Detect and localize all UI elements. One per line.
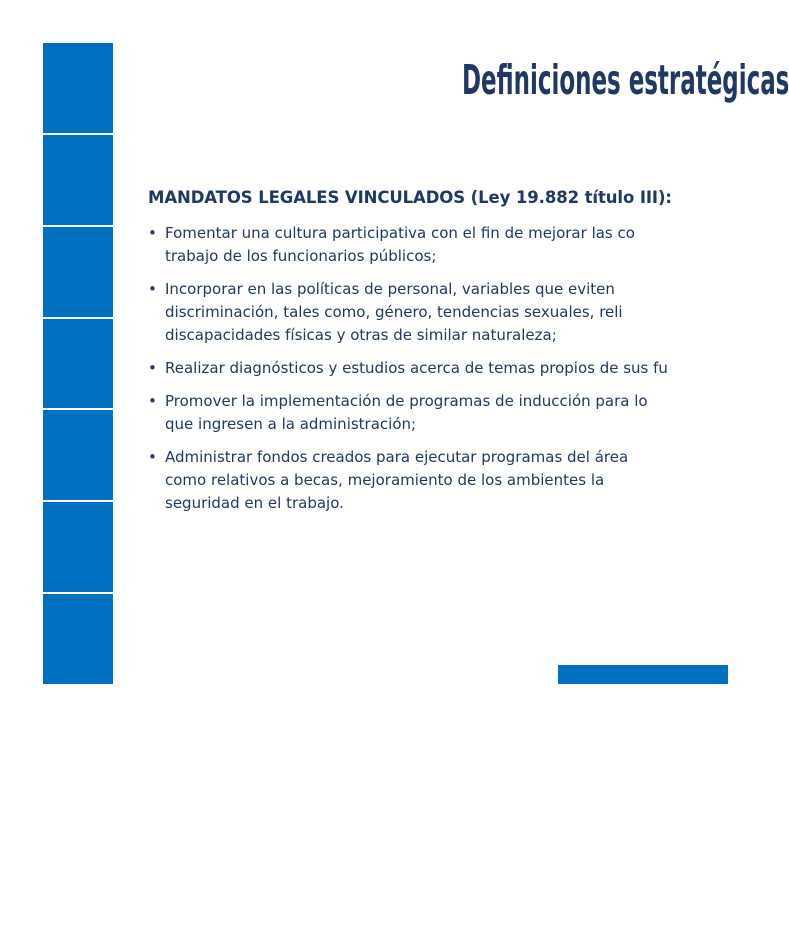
bullet-item: [148, 357, 788, 380]
bullet-line: discriminación, tales como, género, tendencias sexuales, reli: [165, 303, 623, 321]
bullet-line: Administrar fondos creados para ejecutar programas del área: [165, 448, 629, 466]
bullet-symbol: •: [148, 359, 157, 377]
bullet-symbol: •: [148, 280, 157, 298]
bullet-symbol: •: [148, 224, 157, 242]
bullet-item: [148, 446, 788, 515]
side-block: [43, 594, 113, 684]
bullet-line: Promover la implementación de programas de inducción para lo: [165, 392, 648, 410]
bullet-line: Fomentar una cultura participativa con el fin de mejorar las co: [165, 224, 635, 242]
bullet-line: como relativos a becas, mejoramiento de los ambientes la: [165, 471, 605, 489]
bullet-line: que ingresen a la administración;: [165, 415, 417, 433]
bullet-item: [148, 278, 788, 347]
slide-title: Definiciones estratégicas: [462, 56, 789, 104]
bullet-line: Realizar diagnósticos y estudios acerca de temas propios de sus fu: [165, 359, 668, 377]
side-block: [43, 410, 113, 500]
bullet-list: [148, 222, 788, 515]
bullet-line: trabajo de los funcionarios públicos;: [165, 247, 437, 265]
side-block: [43, 227, 113, 317]
bullet-symbol: •: [148, 448, 157, 466]
bullet-line: Incorporar en las políticas de personal, variables que eviten: [165, 280, 615, 298]
section-heading: MANDATOS LEGALES VINCULADOS (Ley 19.882 título III):: [148, 188, 672, 207]
slide-content: [148, 188, 788, 525]
bullet-line: seguridad en el trabajo.: [165, 494, 344, 512]
bullet-line: discapacidades físicas y otras de similar naturaleza;: [165, 326, 557, 344]
side-block: [43, 43, 113, 133]
bullet-item: [148, 222, 788, 268]
bullet-symbol: •: [148, 392, 157, 410]
bottom-accent-bar: [558, 665, 728, 684]
left-decorative-bar: [43, 43, 113, 684]
bullet-item: [148, 390, 788, 436]
side-block: [43, 502, 113, 592]
side-block: [43, 135, 113, 225]
side-block: [43, 319, 113, 409]
